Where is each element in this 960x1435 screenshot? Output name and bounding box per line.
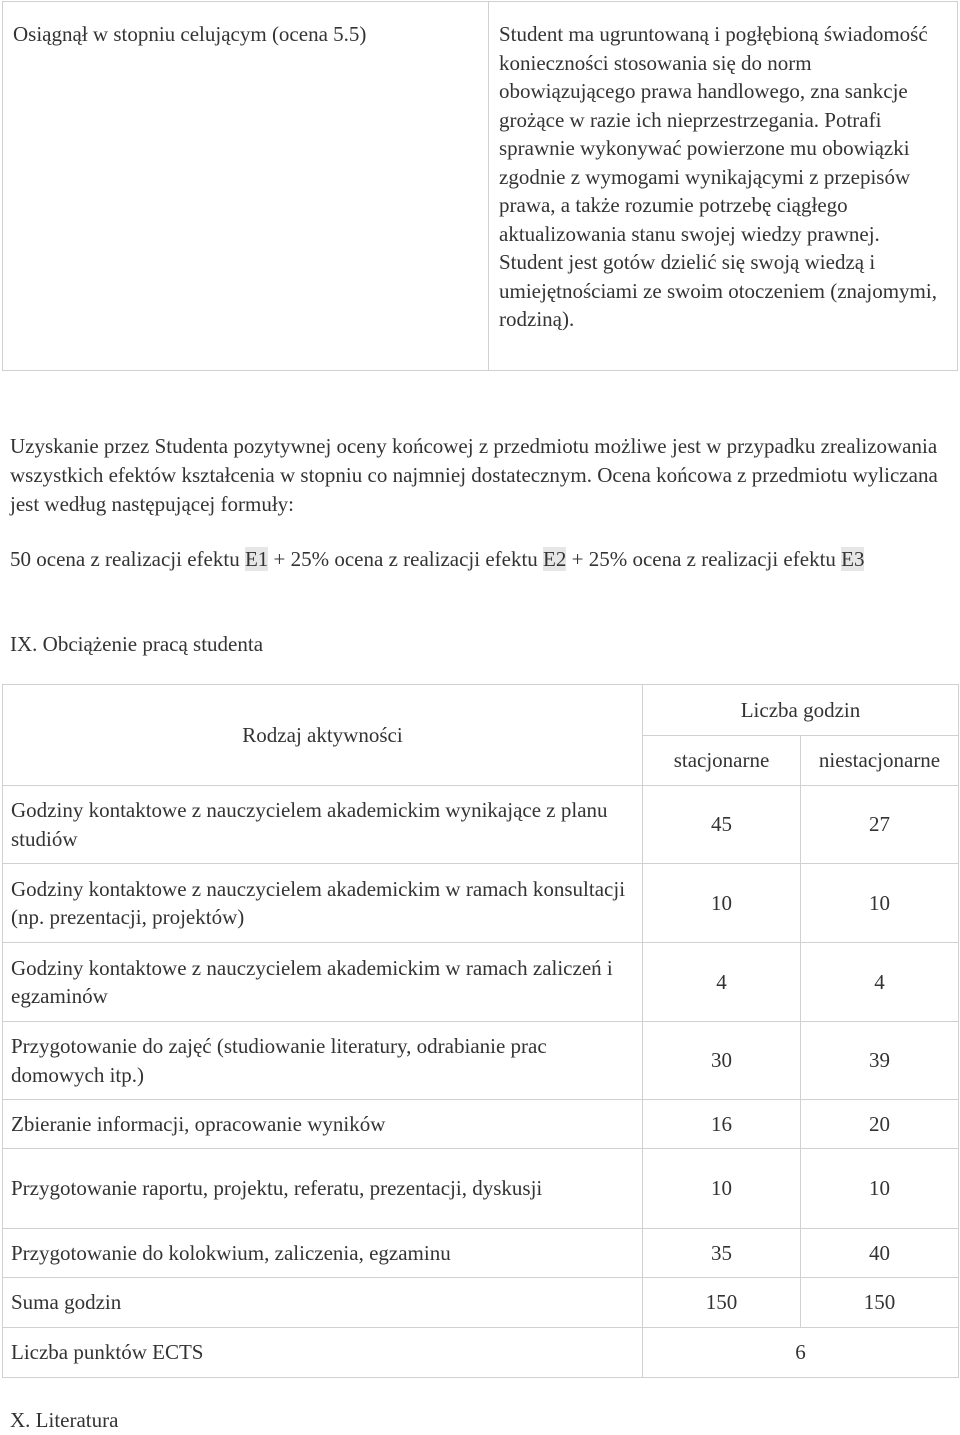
row-label: Przygotowanie raportu, projektu, referatu, prezentacji, dyskusji: [3, 1149, 643, 1229]
total-hours-row: [3, 1278, 959, 1328]
ects-value: 6: [643, 1328, 959, 1378]
table-row: [3, 786, 959, 864]
learning-outcome-table: [2, 1, 958, 371]
row-part-time-hours: 150: [801, 1278, 959, 1328]
table-header-row: [3, 685, 959, 736]
section-x-heading: X. Literatura: [10, 1408, 119, 1432]
row-label: Godziny kontaktowe z nauczycielem akademickim w ramach zaliczeń i egzaminów: [3, 943, 643, 1022]
ects-row: [3, 1328, 959, 1378]
header-activity-type: Rodzaj aktywności: [3, 685, 643, 786]
row-label: Godziny kontaktowe z nauczycielem akademickim w ramach konsultacji (np. prezentacji, projektów): [3, 864, 643, 943]
table-row: [3, 1229, 959, 1278]
row-part-time-hours: 27: [801, 786, 959, 864]
table-row: [3, 864, 959, 943]
row-part-time-hours: 39: [801, 1022, 959, 1100]
section-ix-heading: IX. Obciążenie pracą studenta: [10, 632, 264, 656]
table-row: [3, 1149, 959, 1229]
formula-part-1: 50 ocena z realizacji efektu: [10, 547, 245, 571]
row-full-time-hours: 4: [643, 943, 801, 1022]
grading-formula: [10, 545, 950, 574]
row-label: Zbieranie informacji, opracowanie wyników: [3, 1100, 643, 1149]
row-full-time-hours: 16: [643, 1100, 801, 1149]
table-row: [3, 943, 959, 1022]
row-part-time-hours: 10: [801, 864, 959, 943]
row-label: Przygotowanie do zajęć (studiowanie literatury, odrabianie prac domowych itp.): [3, 1022, 643, 1100]
row-full-time-hours: 45: [643, 786, 801, 864]
table-row: [3, 1022, 959, 1100]
formula-part-2: + 25% ocena z realizacji efektu: [268, 547, 544, 571]
header-part-time: niestacjonarne: [801, 736, 959, 786]
header-full-time: stacjonarne: [643, 736, 801, 786]
formula-part-3: + 25% ocena z realizacji efektu: [566, 547, 842, 571]
table-row: [3, 1100, 959, 1149]
row-label: Przygotowanie do kolokwium, zaliczenia, egzaminu: [3, 1229, 643, 1278]
row-label: Godziny kontaktowe z nauczycielem akademickim wynikające z planu studiów: [3, 786, 643, 864]
row-part-time-hours: 10: [801, 1149, 959, 1229]
grade-level-cell: Osiągnął w stopniu celującym (ocena 5.5): [3, 2, 489, 370]
effect-e2-label: E2: [543, 547, 567, 571]
row-full-time-hours: 150: [643, 1278, 801, 1328]
workload-table: [2, 684, 959, 1378]
header-hours: Liczba godzin: [643, 685, 959, 736]
ects-label: Liczba punktów ECTS: [3, 1328, 643, 1378]
row-full-time-hours: 30: [643, 1022, 801, 1100]
row-full-time-hours: 35: [643, 1229, 801, 1278]
row-full-time-hours: 10: [643, 864, 801, 943]
row-part-time-hours: 40: [801, 1229, 959, 1278]
row-label: Suma godzin: [3, 1278, 643, 1328]
effect-e1-label: E1: [244, 547, 269, 571]
effect-e3-label: E3: [841, 547, 865, 571]
row-part-time-hours: 4: [801, 943, 959, 1022]
grade-description-cell: Student ma ugruntowaną i pogłębioną świadomość konieczności stosowania się do norm obowiązującego prawa handlowego, zna sankcje grożące w razie ich nieprzestrzegania. Potrafi sprawnie wykonywać powierzone mu obowiązki zgodnie z wymogami wynikającymi z przepisów prawa, a także rozumie potrzebę ciągłego aktualizowania stanu swojej wiedzy prawnej. Student jest gotów dzielić się swoją wiedzą i umiejętnościami ze swoim otoczeniem (znajomymi, rodziną).: [499, 22, 937, 331]
assessment-paragraph: Uzyskanie przez Studenta pozytywnej oceny końcowej z przedmiotu możliwe jest w przypadku zrealizowania wszystkich efektów kształcenia w stopniu co najmniej dostatecznym. Ocena końcowa z przedmiotu wyliczana jest według następującej formuły:: [10, 434, 938, 516]
row-full-time-hours: 10: [643, 1149, 801, 1229]
row-part-time-hours: 20: [801, 1100, 959, 1149]
